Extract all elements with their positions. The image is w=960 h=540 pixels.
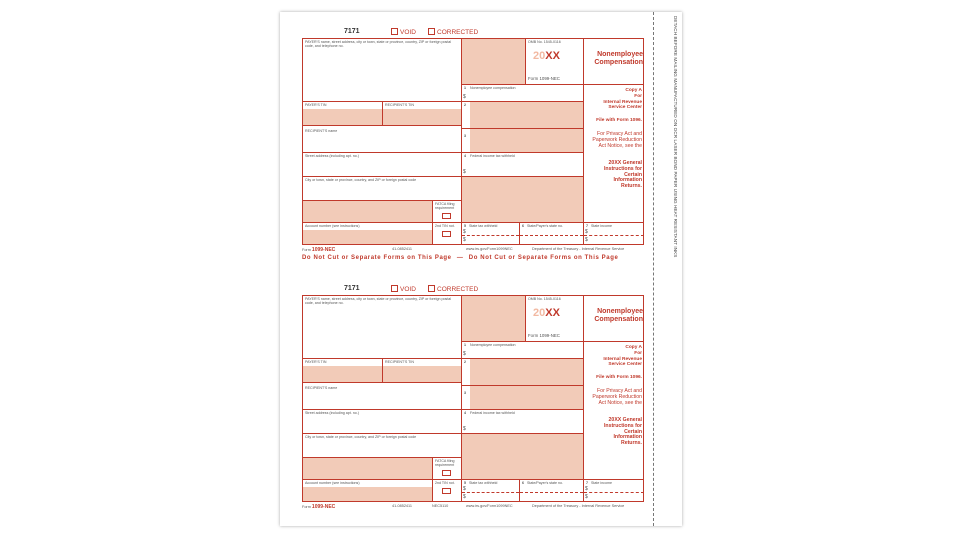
recipient-tin-label: RECIPIENT'S TIN xyxy=(385,360,414,364)
copy-info-column xyxy=(584,341,644,480)
perforation-line xyxy=(653,12,654,526)
footer-form-word: Form xyxy=(302,248,311,252)
footer-dept: Department of the Treasury - Internal Revenue Service xyxy=(532,504,625,508)
year-prefix: 20 xyxy=(533,307,546,319)
account-fill xyxy=(303,230,432,244)
recipient-name-field[interactable] xyxy=(303,126,462,153)
fatca-field[interactable] xyxy=(433,458,462,480)
footer-form-name: 1099-NEC xyxy=(311,504,336,510)
recipient-name-field[interactable] xyxy=(303,383,462,410)
box3-number: 3 xyxy=(464,391,466,395)
box1-label: Nonemployee compensation xyxy=(470,86,516,90)
box6-number: 6 xyxy=(522,224,524,228)
year-fill xyxy=(462,296,526,341)
form-copy-top xyxy=(302,26,644,261)
box2-number: 2 xyxy=(464,360,466,364)
blank-fill-field xyxy=(303,458,433,480)
year-prefix: 20 xyxy=(533,50,546,62)
void-label: VOID xyxy=(400,286,416,293)
box5-divider xyxy=(462,492,519,493)
recipient-tin-fill xyxy=(383,109,461,125)
box3-number: 3 xyxy=(464,134,466,138)
copy-info-column xyxy=(584,84,644,223)
privacy-label: For Privacy Act and Paperwork Reduction Act Notice, see the xyxy=(592,131,642,149)
do-not-cut-dash: — xyxy=(456,255,464,261)
form-grid xyxy=(302,38,644,245)
tin2-checkbox[interactable] xyxy=(442,488,451,494)
irs-label: Internal Revenue Service Center xyxy=(603,357,642,368)
corrected-label: CORRECTED xyxy=(437,29,479,36)
box2-fill xyxy=(470,359,583,385)
omb-number: OMB No. 1545-0116 xyxy=(528,297,561,301)
copy-label: Copy A xyxy=(625,345,642,350)
box2-field[interactable] xyxy=(462,102,584,129)
corrected-check-icon[interactable] xyxy=(428,28,435,35)
city-field[interactable] xyxy=(303,177,462,201)
year-box xyxy=(526,296,584,341)
box5-dollar-2: $ xyxy=(463,494,466,500)
recipient-tin-field[interactable] xyxy=(383,102,462,126)
file-label: File with Form 1096. xyxy=(596,375,642,380)
box1-field[interactable] xyxy=(462,341,584,359)
city-label: City or town, state or province, country, and ZIP or foreign postal code xyxy=(305,435,417,439)
box5-dollar-2: $ xyxy=(463,237,466,243)
box7-dollar-2: $ xyxy=(585,237,588,243)
footer-url: www.irs.gov/Form1099NEC xyxy=(466,247,513,251)
box4-label: Federal income tax withheld xyxy=(470,154,515,158)
tin2-field[interactable] xyxy=(433,480,462,501)
box5-label: State tax withheld xyxy=(469,224,498,228)
tax-year xyxy=(533,307,560,319)
payer-tin-fill xyxy=(303,109,382,125)
blank-fill-field xyxy=(303,201,433,223)
general-instructions-label: 20XX General Instructions for Certain Information Returns. xyxy=(603,160,642,190)
box2-fill xyxy=(470,102,583,128)
box6-divider xyxy=(520,492,583,493)
year-suffix: XX xyxy=(545,50,560,62)
recipient-tin-fill xyxy=(383,366,461,382)
tax-year xyxy=(533,50,560,62)
void-check-icon[interactable] xyxy=(391,285,398,292)
form-title: Nonemployee Compensation xyxy=(594,51,643,66)
box2-field[interactable] xyxy=(462,359,584,386)
account-field[interactable] xyxy=(303,480,433,501)
footer-form-name: 1099-NEC xyxy=(311,247,336,253)
city-field[interactable] xyxy=(303,434,462,458)
recipient-tin-field[interactable] xyxy=(383,359,462,383)
box5-dollar-1: $ xyxy=(463,486,466,492)
box3-fill xyxy=(470,129,583,152)
footer-form xyxy=(302,504,335,510)
fatca-field[interactable] xyxy=(433,201,462,223)
box4-field[interactable] xyxy=(462,153,584,177)
payer-name-label: PAYER'S name, street address, city or town, state or province, country, ZIP or foreign postal code, and telephone no. xyxy=(305,40,452,49)
box7-field[interactable] xyxy=(584,480,644,501)
street-label: Street address (including apt. no.) xyxy=(305,154,359,158)
corrected-label: CORRECTED xyxy=(437,286,479,293)
box6-label: State/Payer's state no. xyxy=(527,481,564,485)
tin2-checkbox[interactable] xyxy=(442,231,451,237)
street-label: Street address (including apt. no.) xyxy=(305,411,359,415)
form-id-7171: 7171 xyxy=(344,285,360,292)
box1-dollar: $ xyxy=(463,94,466,100)
payer-name-label: PAYER'S name, street address, city or town, state or province, country, ZIP or foreign postal code, and telephone no. xyxy=(305,297,452,306)
footer-form xyxy=(302,247,335,253)
box5-label: State tax withheld xyxy=(469,481,498,485)
form-label: Form 1099-NEC xyxy=(528,76,560,81)
box7-dollar-2: $ xyxy=(585,494,588,500)
box1-dollar: $ xyxy=(463,351,466,357)
footer-url: www.irs.gov/Form1099NEC xyxy=(466,504,513,508)
box6-field[interactable] xyxy=(520,223,584,244)
box6-number: 6 xyxy=(522,481,524,485)
box4-label: Federal income tax withheld xyxy=(470,411,515,415)
box5-number: 5 xyxy=(464,224,466,228)
box1-number: 1 xyxy=(464,86,466,90)
copy-label: Copy A xyxy=(625,88,642,93)
street-field[interactable] xyxy=(303,153,462,177)
do-not-cut-right: Do Not Cut or Separate Forms on This Page xyxy=(468,255,619,261)
box7-divider xyxy=(584,492,644,493)
fatca-checkbox[interactable] xyxy=(442,470,451,476)
box5-divider xyxy=(462,235,519,236)
box5-field[interactable] xyxy=(462,480,520,501)
year-box xyxy=(526,39,584,84)
file-label: File with Form 1096. xyxy=(596,118,642,123)
box4-dollar: $ xyxy=(463,426,466,432)
recipient-tin-label: RECIPIENT'S TIN xyxy=(385,103,414,107)
empty-fill-block xyxy=(462,177,584,223)
box7-number: 7 xyxy=(586,481,588,485)
do-not-cut-notice xyxy=(302,255,644,261)
general-instructions-label: 20XX General Instructions for Certain Information Returns. xyxy=(603,417,642,447)
box6-divider xyxy=(520,235,583,236)
payer-tin-label: PAYER'S TIN xyxy=(305,360,327,364)
box4-field[interactable] xyxy=(462,410,584,434)
box1-label: Nonemployee compensation xyxy=(470,343,516,347)
year-fill xyxy=(462,39,526,84)
tin2-label: 2nd TIN not. xyxy=(435,481,455,485)
box4-dollar: $ xyxy=(463,169,466,175)
box7-number: 7 xyxy=(586,224,588,228)
account-label: Account number (see instructions) xyxy=(305,481,360,485)
box4-number: 4 xyxy=(464,411,466,415)
fatca-checkbox[interactable] xyxy=(442,213,451,219)
box7-field[interactable] xyxy=(584,223,644,244)
tin2-label: 2nd TIN not. xyxy=(435,224,455,228)
street-field[interactable] xyxy=(303,410,462,434)
year-suffix: XX xyxy=(545,307,560,319)
footer-cat-number: 41-0852411 xyxy=(392,247,412,251)
account-field[interactable] xyxy=(303,223,433,244)
tin2-field[interactable] xyxy=(433,223,462,244)
account-label: Account number (see instructions) xyxy=(305,224,360,228)
payer-tin-label: PAYER'S TIN xyxy=(305,103,327,107)
payer-name-field[interactable] xyxy=(303,39,462,102)
box2-number: 2 xyxy=(464,103,466,107)
payer-tin-fill xyxy=(303,366,382,382)
box7-label: State income xyxy=(591,481,612,485)
form-title: Nonemployee Compensation xyxy=(594,308,643,323)
void-label: VOID xyxy=(400,29,416,36)
city-label: City or town, state or province, country, and ZIP or foreign postal code xyxy=(305,178,417,182)
box6-field[interactable] xyxy=(520,480,584,501)
box7-label: State income xyxy=(591,224,612,228)
corrected-check-icon[interactable] xyxy=(428,285,435,292)
footer-form-word: Form xyxy=(302,505,311,509)
form-copy-bottom xyxy=(302,283,644,513)
form-grid xyxy=(302,295,644,502)
box1-field[interactable] xyxy=(462,84,584,102)
box7-divider xyxy=(584,235,644,236)
account-fill xyxy=(303,487,432,501)
do-not-cut-left: Do Not Cut or Separate Forms on This Page xyxy=(302,255,452,261)
privacy-label: For Privacy Act and Paperwork Reduction Act Notice, see the xyxy=(592,388,642,406)
fatca-label: FATCA filing requirement xyxy=(435,459,455,468)
form-id-7171: 7171 xyxy=(344,28,360,35)
side-notice-text: DETACH BEFORE MAILING MANUFACTURED ON OCR LASER BOND PAPER USING HEAT RESISTANT INKS xyxy=(673,16,678,258)
form-label: Form 1099-NEC xyxy=(528,333,560,338)
footer-code: NEC5110 xyxy=(432,504,449,508)
empty-fill-block xyxy=(462,434,584,480)
box6-label: State/Payer's state no. xyxy=(527,224,564,228)
irs-label: Internal Revenue Service Center xyxy=(603,100,642,111)
box3-field[interactable] xyxy=(462,386,584,410)
recipient-name-label: RECIPIENT'S name xyxy=(305,386,338,390)
for-label: For xyxy=(634,351,642,356)
recipient-name-label: RECIPIENT'S name xyxy=(305,129,338,133)
box3-field[interactable] xyxy=(462,129,584,153)
box3-fill xyxy=(470,386,583,409)
for-label: For xyxy=(634,94,642,99)
omb-number: OMB No. 1545-0116 xyxy=(528,40,561,44)
box5-field[interactable] xyxy=(462,223,520,244)
box4-number: 4 xyxy=(464,154,466,158)
payer-tin-field[interactable] xyxy=(303,359,383,383)
footer-dept: Department of the Treasury - Internal Revenue Service xyxy=(532,247,625,251)
box7-dollar-1: $ xyxy=(585,486,588,492)
payer-name-field[interactable] xyxy=(303,296,462,359)
box5-number: 5 xyxy=(464,481,466,485)
box7-dollar-1: $ xyxy=(585,229,588,235)
box5-dollar-1: $ xyxy=(463,229,466,235)
footer-cat-number: 41-0852411 xyxy=(392,504,412,508)
box1-number: 1 xyxy=(464,343,466,347)
void-check-icon[interactable] xyxy=(391,28,398,35)
fatca-label: FATCA filing requirement xyxy=(435,202,455,211)
side-notice xyxy=(670,16,678,258)
payer-tin-field[interactable] xyxy=(303,102,383,126)
